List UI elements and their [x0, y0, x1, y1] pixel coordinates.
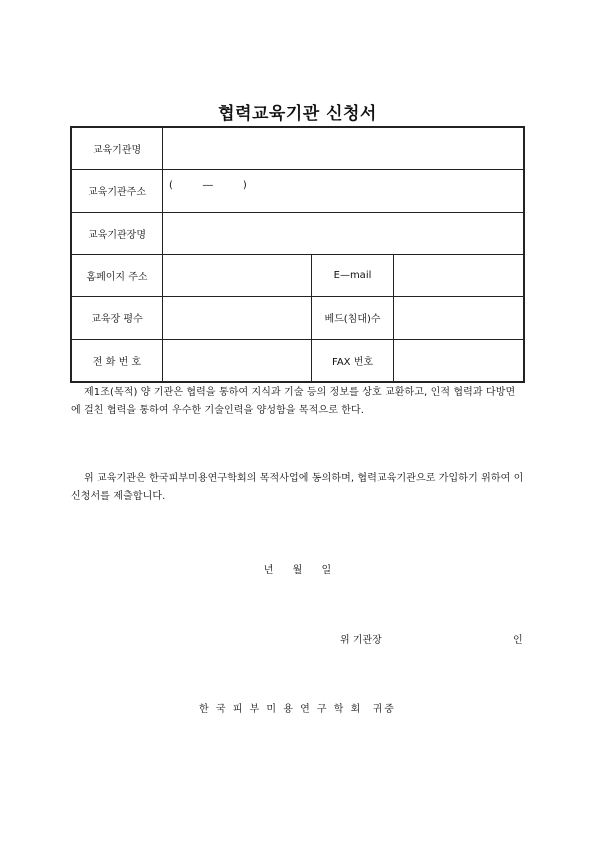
- seal-mark: 인: [513, 635, 523, 646]
- phone-label: 전 화 번 호: [72, 339, 163, 381]
- area-field[interactable]: [163, 297, 312, 339]
- beds-field[interactable]: [394, 297, 524, 339]
- document-title: 협력교육기관 신청서: [218, 104, 377, 124]
- email-label: E—mail: [312, 254, 394, 296]
- fax-field[interactable]: [394, 339, 524, 381]
- institution-address-field[interactable]: [163, 170, 524, 212]
- signature-label: 위 기관장: [340, 635, 382, 646]
- beds-label: 베드(침대)수: [312, 297, 394, 339]
- homepage-field[interactable]: [163, 254, 312, 296]
- postal-code-hint: ( ― ): [169, 180, 247, 192]
- closing-addressee: 한 국 피 부 미 용 연 구 학 회 귀중: [199, 704, 396, 715]
- application-form-table: [71, 127, 524, 382]
- institution-name-label: 교육기관명: [72, 128, 163, 170]
- year-label: 년: [263, 565, 274, 576]
- institution-name-field[interactable]: [163, 128, 524, 170]
- email-field[interactable]: [394, 254, 524, 296]
- date-line: [0, 561, 595, 576]
- purpose-paragraph: 제1조(목적) 양 기관은 협력을 통하여 지식과 기술 등의 정보를 상호 교환하고, 인적 협력과 다방면에 걸친 협력을 통하여 우수한 기술인력을 양성함을 목적으로 한다.: [71, 387, 516, 416]
- fax-label: FAX 번호: [312, 339, 394, 381]
- institution-address-label: 교육기관주소: [72, 170, 163, 212]
- director-name-field[interactable]: [163, 212, 524, 254]
- phone-field[interactable]: [163, 339, 312, 381]
- row-phone-fax: [72, 339, 524, 381]
- row-homepage-email: [72, 254, 524, 296]
- row-director-name: [72, 212, 524, 254]
- row-area-beds: [72, 297, 524, 339]
- area-label: 교육장 평수: [72, 297, 163, 339]
- homepage-label: 홈페이지 주소: [72, 254, 163, 296]
- month-label: 월: [292, 565, 303, 576]
- row-institution-address: [72, 170, 524, 212]
- day-label: 일: [321, 565, 332, 576]
- row-institution-name: [72, 128, 524, 170]
- director-name-label: 교육기관장명: [72, 212, 163, 254]
- consent-paragraph: 위 교육기관은 한국피부미용연구학회의 목적사업에 동의하며, 협력교육기관으로 가입하기 위하여 이 신청서를 제출합니다.: [71, 473, 524, 502]
